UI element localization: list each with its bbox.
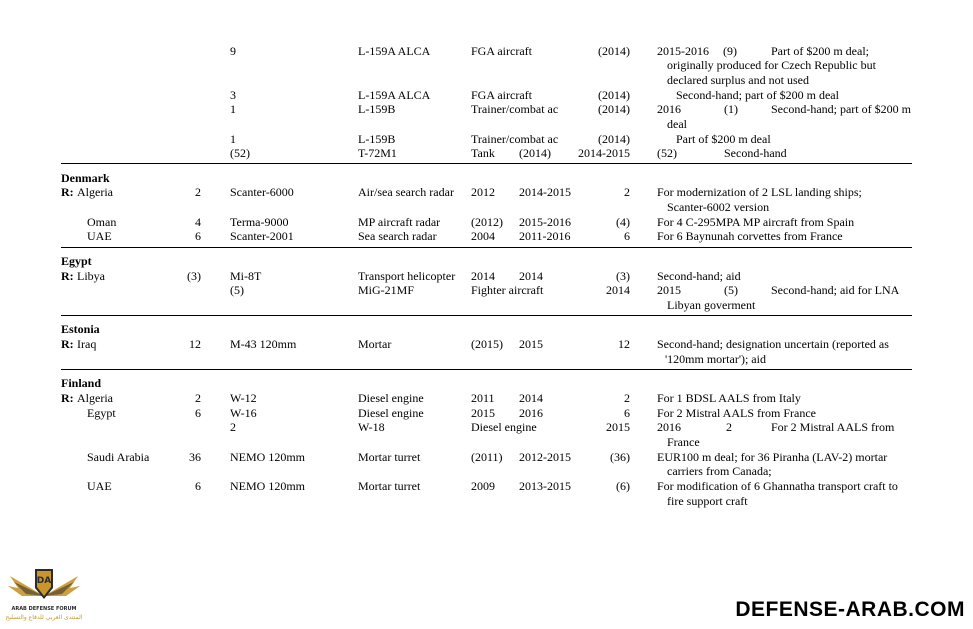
supplier-heading-estonia: Estonia	[61, 322, 100, 336]
cell-designation: Scanter-2001	[230, 229, 294, 243]
cell-description: Diesel engine	[358, 391, 424, 405]
cell-comment: For 6 Baynunah corvettes from France	[657, 229, 843, 243]
cell-comment-cont: France	[667, 435, 700, 449]
cell-description: Mortar	[358, 337, 392, 351]
cell-comment: For 2 Mistral AALS from France	[657, 406, 816, 420]
cell-designation: L-159A ALCA	[358, 88, 431, 102]
cell-comment-cont: Libyan goverment	[667, 298, 756, 312]
section-divider	[61, 247, 912, 248]
cell-delivery-years: 2014	[519, 269, 543, 283]
cell-comment: Second-hand; part of $200 m	[771, 102, 911, 116]
cell-qty: 2	[230, 420, 236, 434]
cell-delivered: 6	[624, 406, 630, 420]
cell-designation: MiG-21MF	[358, 283, 415, 297]
cell-comment: Second-hand	[724, 146, 787, 160]
cell-delivered: (9)	[723, 44, 737, 58]
cell-delivery-years: 2012-2015	[519, 450, 571, 464]
cell-recipient: Libya	[77, 269, 105, 283]
cell-order-year: (2014)	[598, 102, 630, 116]
cell-comment-cont: fire support craft	[667, 494, 748, 508]
cell-qty: 9	[230, 44, 236, 58]
cell-designation: L-159B	[358, 132, 396, 146]
cell-designation: Scanter-6000	[230, 185, 294, 199]
cell-delivered: (6)	[616, 479, 630, 493]
cell-description: Diesel engine	[358, 406, 424, 420]
section-divider	[61, 369, 912, 370]
cell-recipient: Saudi Arabia	[87, 450, 150, 464]
cell-delivery-years: 2015-2016	[519, 215, 571, 229]
cell-description: Trainer/combat ac	[471, 102, 559, 116]
cell-comment: For modernization of 2 LSL landing ships;	[657, 185, 862, 199]
cell-comment: For 1 BDSL AALS from Italy	[657, 391, 801, 405]
cell-delivered: 2	[624, 391, 630, 405]
recipient-prefix: R:	[61, 391, 74, 405]
cell-recipient: Egypt	[87, 406, 116, 420]
cell-designation: W-12	[230, 391, 257, 405]
cell-description: Fighter aircraft	[471, 283, 544, 297]
cell-delivery-years: 2015-2016	[657, 44, 709, 58]
cell-comment-cont: originally produced for Czech Republic but	[667, 58, 876, 72]
cell-qty: 6	[195, 479, 201, 493]
cell-delivery-years: 2014-2015	[578, 146, 630, 160]
cell-qty: 2	[195, 185, 201, 199]
logo-arabic-name: المنتدى العربي للدفاع والتسليح	[5, 614, 83, 621]
cell-order-year: (2012)	[471, 215, 503, 229]
cell-order-year: (2014)	[519, 146, 551, 160]
cell-order-year: (2011)	[471, 450, 503, 464]
cell-delivery-years: 2016	[519, 406, 543, 420]
cell-designation: M-43 120mm	[230, 337, 297, 351]
cell-delivery-years: 2013-2015	[519, 479, 571, 493]
cell-order-year: (2014)	[598, 88, 630, 102]
cell-delivery-years: 2011-2016	[519, 229, 571, 243]
cell-delivered: (36)	[610, 450, 630, 464]
cell-description: Trainer/combat ac	[471, 132, 559, 146]
cell-comment: Second-hand; designation uncertain (reported as	[657, 337, 889, 351]
cell-delivered: (52)	[657, 146, 677, 160]
cell-comment-cont: declared surplus and not used	[667, 73, 809, 87]
cell-description: Air/sea search radar	[358, 185, 454, 199]
supplier-heading-egypt: Egypt	[61, 254, 92, 268]
cell-description: Tank	[471, 146, 495, 160]
cell-description: Mortar turret	[358, 479, 421, 493]
cell-qty: 1	[230, 132, 236, 146]
cell-recipient: Iraq	[77, 337, 97, 351]
supplier-heading-denmark: Denmark	[61, 171, 110, 185]
cell-qty: (52)	[230, 146, 250, 160]
cell-delivered: (1)	[724, 102, 738, 116]
cell-comment: Second-hand; part of $200 m deal	[676, 88, 839, 102]
cell-designation: Terma-9000	[230, 215, 289, 229]
cell-qty: 6	[195, 229, 201, 243]
cell-order-year: 2015	[471, 406, 495, 420]
cell-delivery-years: 2014	[519, 391, 543, 405]
cell-designation: T-72M1	[358, 146, 397, 160]
cell-recipient: UAE	[87, 479, 112, 493]
cell-recipient: Algeria	[77, 391, 113, 405]
cell-description: FGA aircraft	[471, 44, 532, 58]
cell-comment: Part of $200 m deal;	[771, 44, 869, 58]
cell-delivered: 2	[726, 420, 732, 434]
cell-designation: NEMO 120mm	[230, 479, 305, 493]
cell-delivery-years: 2014-2015	[519, 185, 571, 199]
cell-comment: Part of $200 m deal	[676, 132, 771, 146]
cell-qty: 1	[230, 102, 236, 116]
cell-comment: EUR100 m deal; for 36 Piranha (LAV-2) mortar	[657, 450, 888, 464]
cell-delivery-years: 2015	[519, 337, 543, 351]
cell-order-year: 2014	[471, 269, 495, 283]
cell-comment: For 2 Mistral AALS from	[771, 420, 895, 434]
eagle-emblem-icon	[4, 566, 84, 608]
cell-designation: L-159B	[358, 102, 396, 116]
cell-order-year: 2004	[471, 229, 495, 243]
cell-delivered: 2	[624, 185, 630, 199]
cell-designation: L-159A ALCA	[358, 44, 431, 58]
cell-designation: W-16	[230, 406, 257, 420]
cell-comment-cont: Scanter-6002 version	[667, 200, 770, 214]
cell-qty: 3	[230, 88, 236, 102]
cell-delivery-years: 2016	[657, 102, 681, 116]
cell-delivered: (3)	[616, 269, 630, 283]
cell-order-year: 2015	[606, 420, 630, 434]
supplier-heading-finland: Finland	[61, 376, 102, 390]
cell-delivered: (5)	[724, 283, 738, 297]
cell-comment: Second-hand; aid	[657, 269, 741, 283]
cell-comment: For modification of 6 Ghannatha transport craft to	[657, 479, 898, 493]
recipient-prefix: R:	[61, 185, 74, 199]
cell-delivered: (4)	[616, 215, 630, 229]
cell-delivered: 6	[624, 229, 630, 243]
cell-description: Diesel engine	[471, 420, 537, 434]
cell-comment: For 4 C-295MPA MP aircraft from Spain	[657, 215, 855, 229]
cell-designation: NEMO 120mm	[230, 450, 305, 464]
cell-qty: 36	[189, 450, 201, 464]
cell-order-year: 2011	[471, 391, 495, 405]
cell-recipient: Algeria	[77, 185, 113, 199]
cell-order-year: 2009	[471, 479, 495, 493]
cell-order-year: (2014)	[598, 44, 630, 58]
cell-comment-cont: carriers from Canada;	[667, 464, 772, 478]
cell-description: FGA aircraft	[471, 88, 532, 102]
cell-designation: Mi-8T	[230, 269, 262, 283]
cell-qty: 2	[195, 391, 201, 405]
cell-comment: Second-hand; aid for LNA	[771, 283, 900, 297]
cell-order-year: (2014)	[598, 132, 630, 146]
cell-qty: (5)	[230, 283, 244, 297]
cell-delivery-years: 2015	[657, 283, 681, 297]
cell-recipient: UAE	[87, 229, 112, 243]
cell-qty: 12	[189, 337, 201, 351]
cell-designation: W-18	[358, 420, 385, 434]
recipient-prefix: R:	[61, 269, 74, 283]
cell-description: Mortar turret	[358, 450, 421, 464]
cell-qty: 6	[195, 406, 201, 420]
cell-recipient: Oman	[87, 215, 117, 229]
forum-logo	[4, 566, 84, 626]
cell-comment-cont: deal	[667, 117, 687, 131]
cell-order-year: 2014	[606, 283, 630, 297]
cell-description: Transport helicopter	[358, 269, 456, 283]
cell-qty: 4	[195, 215, 201, 229]
recipient-prefix: R:	[61, 337, 74, 351]
section-divider	[61, 163, 912, 164]
cell-delivery-years: 2016	[657, 420, 681, 434]
cell-comment-cont: '120mm mortar'); aid	[665, 352, 766, 366]
cell-qty: (3)	[187, 269, 201, 283]
cell-description: MP aircraft radar	[358, 215, 441, 229]
site-watermark: DEFENSE-ARAB.COM	[735, 598, 965, 621]
cell-order-year: 2012	[471, 185, 495, 199]
cell-order-year: (2015)	[471, 337, 503, 351]
logo-initials: DA	[36, 576, 52, 586]
section-divider	[61, 315, 912, 316]
cell-delivered: 12	[618, 337, 630, 351]
logo-name: ARAB DEFENSE FORUM	[11, 606, 77, 612]
cell-description: Sea search radar	[358, 229, 437, 243]
